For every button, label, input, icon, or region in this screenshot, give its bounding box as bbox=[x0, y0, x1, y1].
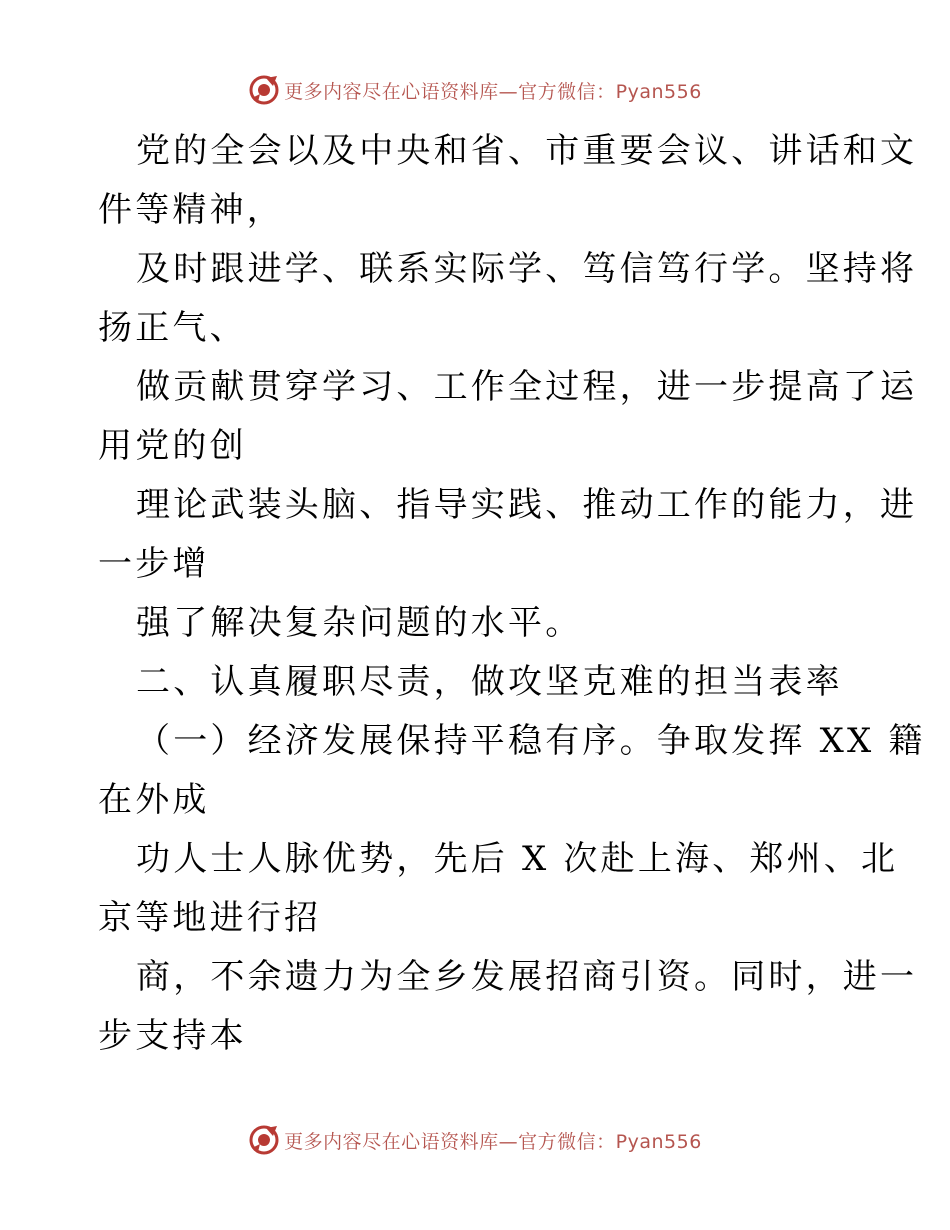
text-line: 强了解决复杂问题的水平。 bbox=[136, 603, 583, 643]
section-heading: 二、认真履职尽责，做攻坚克难的担当表率 bbox=[136, 662, 843, 702]
text-line: 一步增 bbox=[98, 544, 210, 584]
text-line: 功人士人脉优势，先后 X 次赴上海、郑州、北 bbox=[136, 839, 899, 879]
brand-logo-icon bbox=[248, 74, 280, 106]
text-line: 商，不余遗力为全乡发展招商引资。同时，进一 bbox=[136, 957, 918, 997]
brand-logo-icon bbox=[248, 1124, 280, 1156]
footer-banner-text: 更多内容尽在心语资料库—官方微信：Pyan556 bbox=[284, 1130, 702, 1153]
text-line: 京等地进行招 bbox=[98, 898, 322, 938]
header-banner bbox=[0, 70, 950, 110]
text-line: 用党的创 bbox=[98, 426, 247, 466]
text-line: 及时跟进学、联系实际学、笃信笃行学。坚持将 bbox=[136, 249, 918, 289]
text-line: 件等精神， bbox=[98, 190, 284, 230]
text-line: 步支持本 bbox=[98, 1016, 247, 1056]
footer-banner bbox=[0, 1120, 950, 1160]
text-line: 扬正气、 bbox=[98, 308, 247, 348]
text-line: 做贡献贯穿学习、工作全过程，进一步提高了运 bbox=[136, 367, 918, 407]
text-line: 党的全会以及中央和省、市重要会议、讲话和文 bbox=[136, 131, 918, 171]
subsection-heading: （一）经济发展保持平稳有序。争取发挥 XX 籍 bbox=[136, 721, 926, 761]
text-line: 理论武装头脑、指导实践、推动工作的能力，进 bbox=[136, 485, 918, 525]
document-body bbox=[98, 122, 926, 1066]
header-banner-text: 更多内容尽在心语资料库—官方微信：Pyan556 bbox=[284, 80, 702, 103]
text-line: 在外成 bbox=[98, 780, 210, 820]
